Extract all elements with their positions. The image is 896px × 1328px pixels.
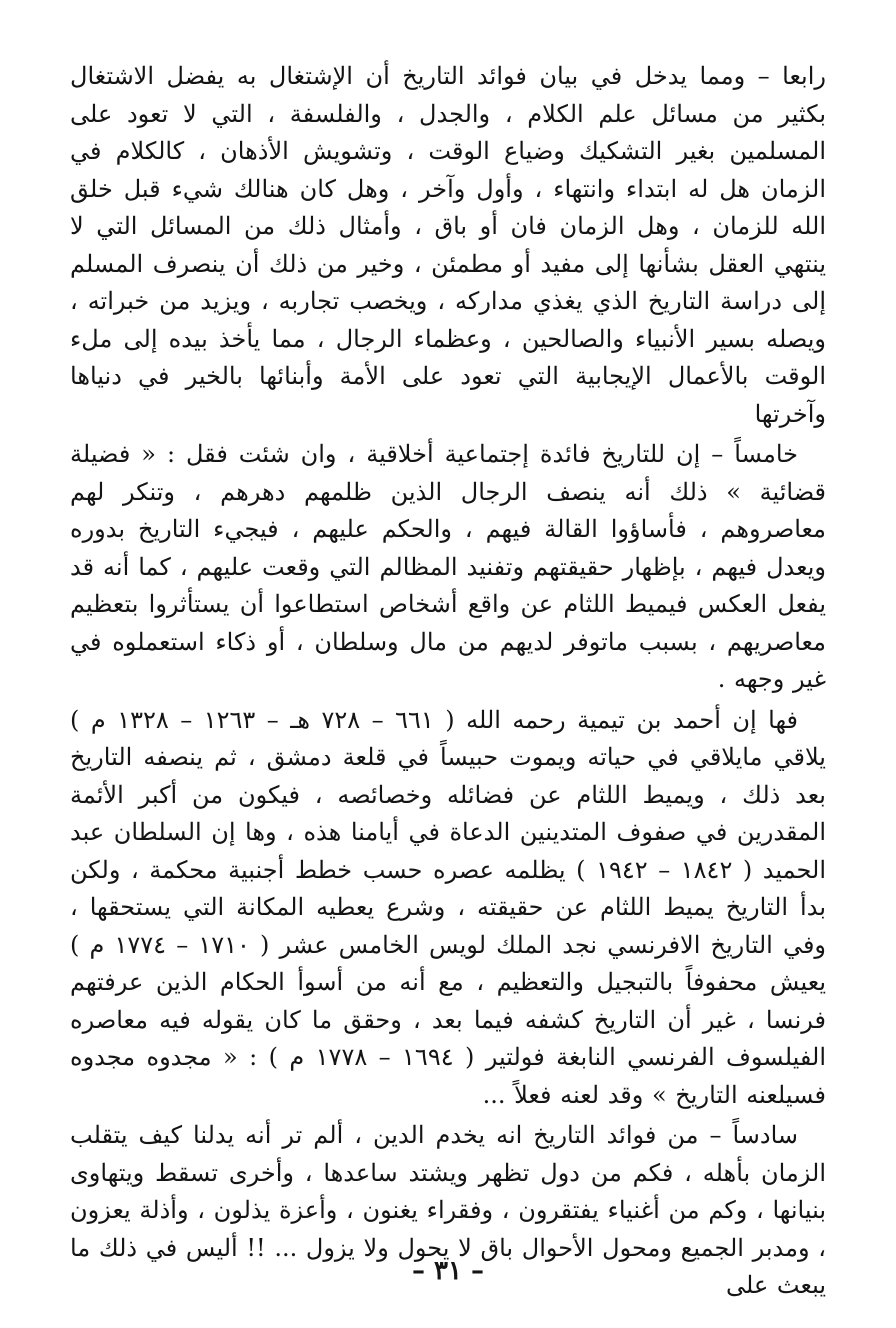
paragraph-fifth-benefit: خامساً – إن للتاريخ فائدة إجتماعية أخلاقية ، وان شئت فقل : « فضيلة قضائية » ذلك أنه ينصف الرجال الذين ظلمهم دهرهم ، وتنكر لهم معاصروهم ، فأساؤوا القالة فيهم ، والحكم عليهم ، فيجيء التاريخ بدوره ويعدل فيهم ، بإظهار حقيقتهم وتفنيد المظالم التي وقعت عليهم ، كما أنه قد يفعل العكس فيميط اللثام عن واقع أشخاص استطاعوا أن يستأثروا بتعظيم معاصريهم ، بسبب ماتوفر لديهم من مال وسلطان ، أو ذكاء استعملوه في غير وجهه .: [70, 440, 826, 693]
page-number: – ٣١ –: [411, 1256, 485, 1286]
paragraph-fourth-benefit: رابعا – ومما يدخل في بيان فوائد التاريخ أن الإشتغال به يفضل الاشتغال بكثير من مسائل علم الكلام ، والجدل ، والفلسفة ، التي لا تعود على المسلمين بغير التشكيك وضياع الوقت ، وتشويش الأذهان ، كالكلام في الزمان هل له ابتداء وانتهاء ، وأول وآخر ، وهل كان هنالك شيء قبل خلق الله للزمان ، وهل الزمان فان أو باق ، وأمثال ذلك من المسائل التي لا ينتهي العقل بشأنها إلى مفيد أو مطمئن ، وخير من ذلك أن ينصرف المسلم إلى دراسة التاريخ الذي يغذي مداركه ، ويخصب تجاربه ، ويزيد من خبراته ، ويصله بسير الأنبياء والصالحين ، وعظماء الرجال ، مما يأخذ بيده إلى ملء الوقت بالأعمال الإيجابية التي تعود على الأمة وأبنائها بالخير في دنياها وآخرتها: [70, 62, 826, 428]
paragraph-sixth-benefit: سادساً – من فوائد التاريخ انه يخدم الدين ، ألم تر أنه يدلنا كيف يتقلب الزمان بأهله ، فكم من دول تظهر ويشتد ساعدها ، وأخرى تسقط ويتهاوى بنيانها ، وكم من أغنياء يفتقرون ، وفقراء يغنون ، وأعزة يذلون ، وأذلة يعزون ، ومدبر الجميع ومحول الأحوال باق لا يحول ولا يزول ... !! أليس في ذلك ما يبعث على: [70, 1121, 826, 1299]
paragraph-historical-examples: فها إن أحمد بن تيمية رحمه الله ( ٦٦١ – ٧٢٨ هـ – ١٢٦٣ – ١٣٢٨ م ) يلاقي مايلاقي في حياته ويموت حبيساً في قلعة دمشق ، ثم ينصفه التاريخ بعد ذلك ، ويميط اللثام عن فضائله وخصائصه ، فيكون من أكبر الأئمة المقدرين في صفوف المتدينين الدعاة في أيامنا هذه ، وها إن السلطان عبد الحميد ( ١٨٤٢ – ١٩٤٢ ) يظلمه عصره حسب خطط أجنبية محكمة ، ولكن بدأ التاريخ يميط اللثام عن حقيقته ، وشرع يعطيه المكانة التي يستحقها ، وفي التاريخ الافرنسي نجد الملك لويس الخامس عشر ( ١٧١٠ – ١٧٧٤ م ) يعيش محفوفاً بالتبجيل والتعظيم ، مع أنه من أسوأ الحكام الذين عرفتهم فرنسا ، غير أن التاريخ كشفه فيما بعد ، وحقق ما كان يقوله فيه معاصره الفيلسوف الفرنسي النابغة فولتير ( ١٦٩٤ – ١٧٧٨ م ) : « مجدوه مجدوه فسيلعنه التاريخ » وقد لعنه فعلاً ...: [70, 705, 827, 1109]
page-body-text: [70, 58, 826, 1305]
